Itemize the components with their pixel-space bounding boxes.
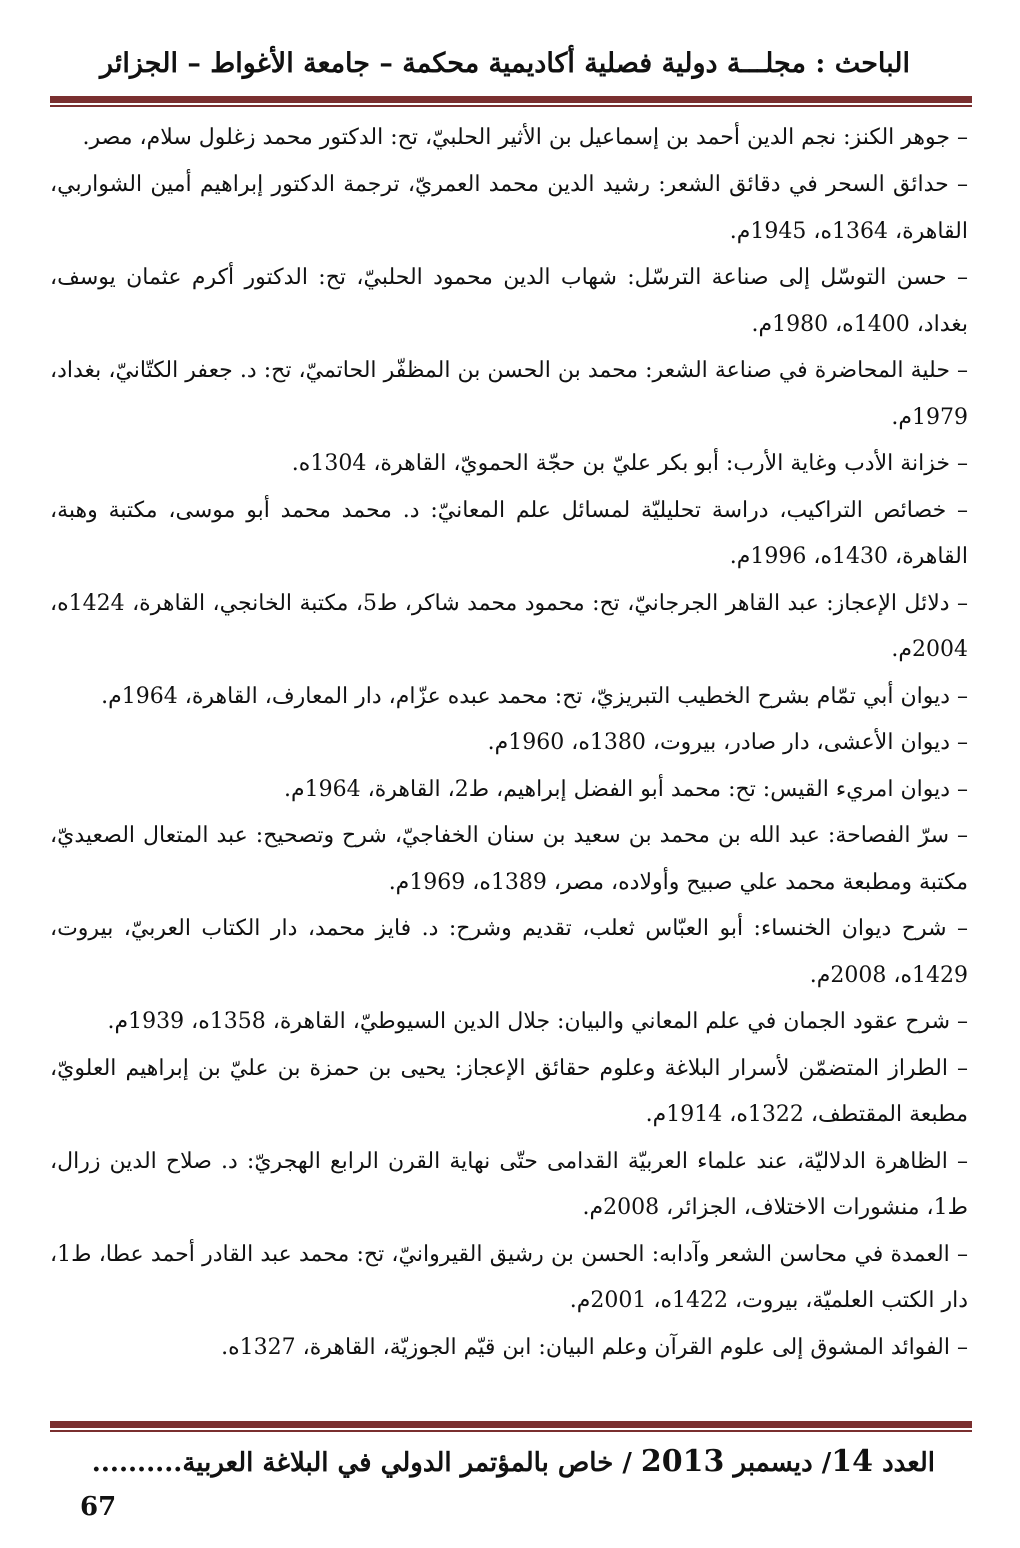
- reference-item: – شرح عقود الجمان في علم المعاني والبيان: جلال الدين السيوطيّ، القاهرة، 1358ه، 1939م.: [107, 1009, 968, 1034]
- footer-issue-prefix: العدد: [882, 1448, 935, 1478]
- reference-item: – ديوان الأعشى، دار صادر، بيروت، 1380ه، 1960م.: [487, 730, 968, 755]
- reference-item: – حسن التوسّل إلى صناعة الترسّل: شهاب الدين محمود الحلبيّ، تح: الدكتور أكرم عثمان يوسف، بغداد، 1400ه، 1980م.: [50, 265, 968, 337]
- footer-year: 2013: [640, 1444, 725, 1479]
- footer-issue-title: / خاص بالمؤتمر الدولي في البلاغة العربية..........: [91, 1448, 632, 1478]
- reference-item: – جوهر الكنز: نجم الدين أحمد بن إسماعيل بن الأثير الحلبيّ، تح: الدكتور محمد زغلول سلام، مصر.: [82, 125, 968, 150]
- reference-item: – شرح ديوان الخنساء: أبو العبّاس ثعلب، تقديم وشرح: د. فايز محمد، دار الكتاب العربيّ، بيروت، 1429ه، 2008م.: [50, 916, 968, 988]
- footer-divider: [50, 1421, 972, 1432]
- reference-item: – الظاهرة الدلاليّة، عند علماء العربيّة القدامى حتّى نهاية القرن الرابع الهجريّ: د. صلاح الدين زرال، ط1، منشورات الاختلاف، الجزائر، 2008م.: [50, 1148, 968, 1220]
- journal-footer: [80, 1440, 935, 1529]
- reference-item: – الطراز المتضمّن لأسرار البلاغة وعلوم حقائق الإعجاز: يحيى بن حمزة بن عليّ بن إبراهيم العلويّ، مطبعة المقتطف، 1322ه، 1914م.: [50, 1055, 968, 1127]
- footer-month: ديسمبر: [733, 1448, 813, 1478]
- reference-item: – ديوان امريء القيس: تح: محمد أبو الفضل إبراهيم، ط2، القاهرة، 1964م.: [284, 776, 968, 802]
- reference-item: – حلية المحاضرة في صناعة الشعر: محمد بن الحسن بن المظفّر الحاتميّ، تح: د. جعفر الكتّانيّ، بغداد، 1979م.: [50, 358, 968, 430]
- footer-separator: /: [821, 1448, 832, 1478]
- reference-item: – حدائق السحر في دقائق الشعر: رشيد الدين محمد العمريّ، ترجمة الدكتور إبراهيم أمين الشواربي، القاهرة، 1364ه، 1945م.: [50, 172, 968, 244]
- reference-item: – الفوائد المشوق إلى علوم القرآن وعلم البيان: ابن قيّم الجوزيّة، القاهرة، 1327ه.: [221, 1334, 968, 1360]
- reference-item: – العمدة في محاسن الشعر وآدابه: الحسن بن رشيق القيروانيّ، تح: محمد عبد القادر أحمد عطا، ط1، دار الكتب العلميّة، بيروت، 1422ه، 2001م.: [50, 1241, 968, 1313]
- reference-item: – دلائل الإعجاز: عبد القاهر الجرجانيّ، تح: محمود محمد شاكر، ط5، مكتبة الخانجي، القاهرة، 1424ه، 2004م.: [50, 590, 968, 662]
- footer-issue-number: 14: [831, 1444, 874, 1479]
- reference-item: – ديوان أبي تمّام بشرح الخطيب التبريزيّ، تح: محمد عبده عزّام، دار المعارف، القاهرة، 1964م.: [101, 683, 968, 709]
- reference-item: – خزانة الأدب وغاية الأرب: أبو بكر عليّ بن حجّة الحمويّ، القاهرة، 1304ه.: [291, 451, 968, 476]
- journal-header: الباحث : مجلـــة دولية فصلية أكاديمية محكمة – جامعة الأغواط – الجزائر: [99, 48, 911, 79]
- header-divider: [50, 96, 972, 107]
- page-number: 67: [80, 1492, 117, 1522]
- reference-item: – خصائص التراكيب، دراسة تحليليّة لمسائل علم المعانيّ: د. محمد محمد أبو موسى، مكتبة وهبة، القاهرة، 1430ه، 1996م.: [50, 497, 968, 569]
- reference-item: – سرّ الفصاحة: عبد الله بن محمد بن سعيد بن سنان الخفاجيّ، شرح وتصحيح: عبد المتعال الصعيديّ، مكتبة ومطبعة محمد علي صبيح وأولاده، مصر، 1389ه، 1969م.: [50, 823, 968, 895]
- reference-list: [50, 114, 968, 1371]
